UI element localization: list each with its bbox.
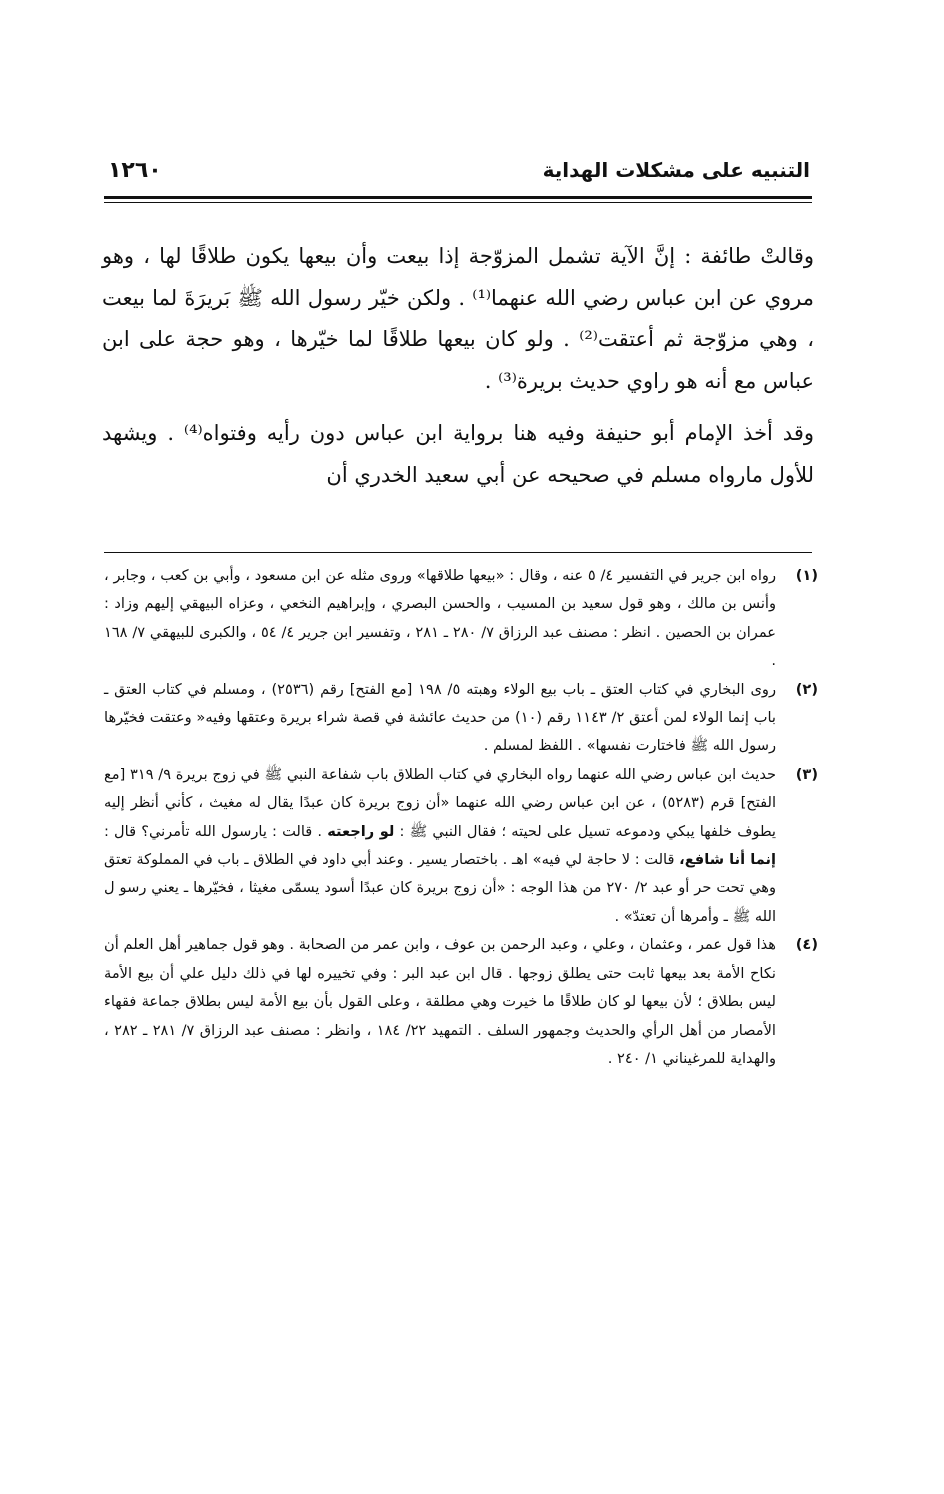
footnote-separator xyxy=(104,552,812,553)
header-rule-thick xyxy=(104,196,812,199)
footnote-4 xyxy=(104,931,818,1073)
footnote-number: (١) xyxy=(795,567,818,584)
footnote-number: (٣) xyxy=(795,765,818,783)
header-rule-thin xyxy=(104,202,812,203)
footnote-3 xyxy=(104,761,818,931)
footnote-number: (٤) xyxy=(795,936,818,954)
footnotes xyxy=(104,562,818,1073)
footnote-bold-phrase-2: إنما أنا شافع، xyxy=(679,851,776,869)
page-number: ١٢٦٠ xyxy=(108,158,162,183)
footnote-1 xyxy=(104,562,818,676)
footnote-text-part-3: قالت : لا حاجة لي فيه» اهـ . باختصار يسير . وعند أبي داود في الطلاق ـ باب في المملوكة تعتق وهي تحت حر أو عبد ٢/ ٢٧٠ من هذا الوجه : «أن زوج بريرة كان عبدًا أسود يسمّى مغيثا ، فخيّرها ـ يعني رسو ل الله ﷺ ـ وأمرها أن تعتدّ» . xyxy=(104,851,776,925)
book-title: التنبيه على مشكلات الهداية xyxy=(542,158,810,182)
main-paragraph-1: وقالتْ طائفة : إنَّ الآية تشمل المزوّجة إذا بيعت وأن بيعها يكون طلاقًا لها ، وهو مروي عن ابن عباس رضي الله عنهما⁽¹⁾ . ولكن خيّر رسول الله ﷺ بَريرَةَ لما بيعت ، وهي مزوّجة ثم أعتقت⁽²⁾ . ولو كان بيعها طلاقًا لما خيّرها ، وهو حجة على ابن عباس مع أنه هو راوي حديث بريرة⁽³⁾ . xyxy=(102,244,814,393)
main-paragraph-2: وقد أخذ الإمام أبو حنيفة وفيه هنا برواية ابن عباس دون رأيه وفتواه⁽⁴⁾ . ويشهد للأول مارواه مسلم في صحيحه عن أبي سعيد الخدري أن xyxy=(102,421,814,487)
footnote-text-part-2: . قالت : يارسول الله تأمرني؟ قال : xyxy=(104,822,323,840)
footnote-2 xyxy=(104,676,818,761)
footnote-number: (٢) xyxy=(795,680,818,698)
footnote-text: هذا قول عمر ، وعثمان ، وعلي ، وعبد الرحمن بن عوف ، وابن عمر من الصحابة . وهو قول جماهير أهل العلم أن نكاح الأمة بعد بيعها ثابت حتى يطلق زوجها . قال ابن عبد البر : وفي تخييره لها في ذلك دليل علي أن بيع الأمة ليس بطلاق ؛ لأن بيعها لو كان طلاقًا ما خيرت وهي مطلقة ، وعلى القول بأن بيع الأمة ليس بطلاق جماعة فقهاء الأمصار من أهل الرأي والحديث وجمهور السلف . التمهيد ٢٢/ ١٨٤ ، وانظر : مصنف عبد الرزاق ٧/ ٢٨١ ـ ٢٨٢ ، والهداية للمرغيناني ١/ ٢٤٠ . xyxy=(104,936,776,1067)
footnote-bold-phrase-1: لو راجعته xyxy=(327,822,395,840)
running-header xyxy=(108,150,810,190)
footnote-text: روى البخاري في كتاب العتق ـ باب بيع الولاء وهبته ٥/ ١٩٨ [مع الفتح] رقم (٢٥٣٦) ، ومسلم في كتاب العتق ـ باب إنما الولاء لمن أعتق ٢/ ١١٤٣ رقم (١٠) من حديث عائشة في قصة شراء بريرة وعتقها وفيه« وعتقت فخيّرها رسول الله ﷺ فاختارت نفسها» . اللفظ لمسلم . xyxy=(104,680,776,755)
main-text xyxy=(102,236,814,496)
footnote-text-part-1: حديث ابن عباس رضي الله عنهما رواه البخاري في كتاب الطلاق باب شفاعة النبي ﷺ في زوج بريرة ٩/ ٣١٩ [مع الفتح] قرم (٥٢٨٣) ، عن ابن عباس رضي الله عنهما «أن زوج بريرة كان عبدًا يقال له مغيث ، كأني أنظر إليه يطوف خلفها يبكي ودموعه تسيل على لحيته ؛ فقال النبي ﷺ : xyxy=(104,765,777,840)
footnote-text: رواه ابن جرير في التفسير ٤/ ٥ عنه ، وقال : «بيعها طلاقها» وروى مثله عن ابن مسعود ، وأبي بن كعب ، وجابر ، وأنس بن مالك ، وهو قول سعيد بن المسيب ، والحسن البصري ، وإبراهيم النخعي ، وعزاه البيهقي إليهم وزاد : عمران بن الحصين . انظر : مصنف عبد الرزاق ٧/ ٢٨٠ ـ ٢٨١ ، وتفسير ابن جرير ٤/ ٥٤ ، والكبرى للبيهقي ٧/ ١٦٨ . xyxy=(104,567,776,670)
